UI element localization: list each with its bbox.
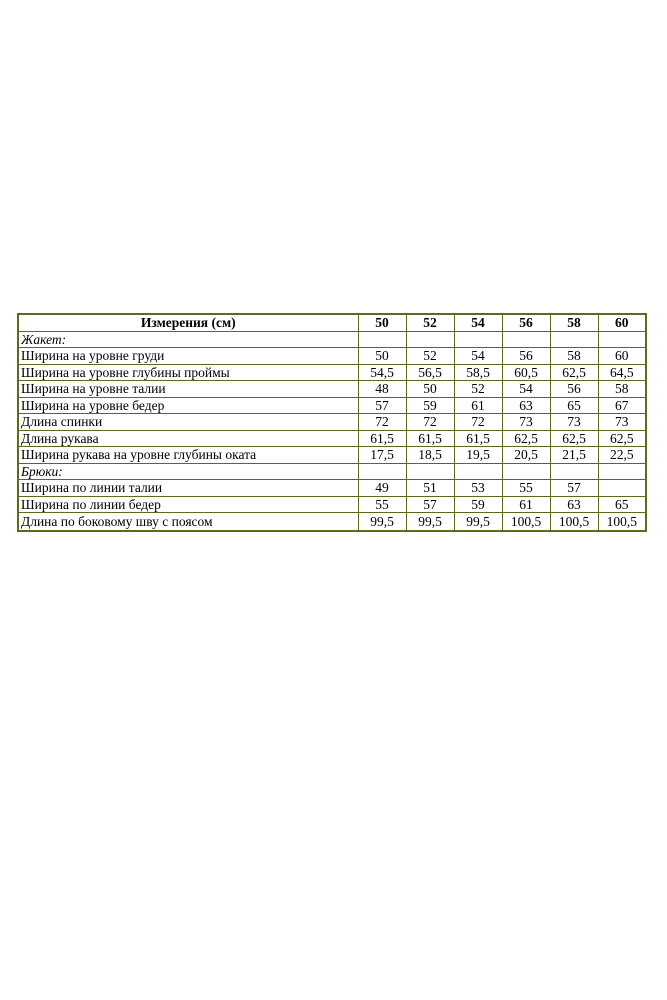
- cell-value: 64,5: [598, 364, 646, 381]
- cell-value: 57: [550, 480, 598, 497]
- row-label: Ширина на уровне глубины проймы: [18, 364, 358, 381]
- header-size: 58: [550, 314, 598, 331]
- cell-value: 56: [502, 348, 550, 365]
- cell-value: 55: [358, 496, 406, 513]
- cell-value: 72: [406, 414, 454, 431]
- row-label: Ширина рукава на уровне глубины оката: [18, 447, 358, 464]
- empty-cell: [598, 331, 646, 348]
- cell-value: 51: [406, 480, 454, 497]
- cell-value: 59: [454, 496, 502, 513]
- header-size: 54: [454, 314, 502, 331]
- cell-value: 61,5: [406, 430, 454, 447]
- cell-value: 100,5: [502, 513, 550, 532]
- cell-value: 62,5: [550, 364, 598, 381]
- cell-value: 62,5: [550, 430, 598, 447]
- cell-value: 49: [358, 480, 406, 497]
- cell-value: 22,5: [598, 447, 646, 464]
- table-row: [18, 381, 646, 398]
- table-row: [18, 513, 646, 532]
- cell-value: 54: [454, 348, 502, 365]
- cell-value: 61,5: [358, 430, 406, 447]
- row-label: Ширина на уровне груди: [18, 348, 358, 365]
- cell-value: 58,5: [454, 364, 502, 381]
- cell-value: 60: [598, 348, 646, 365]
- cell-value: 100,5: [598, 513, 646, 532]
- empty-cell: [502, 463, 550, 480]
- row-label: Длина спинки: [18, 414, 358, 431]
- cell-value: 53: [454, 480, 502, 497]
- empty-cell: [502, 331, 550, 348]
- cell-value: 60,5: [502, 364, 550, 381]
- empty-cell: [358, 463, 406, 480]
- cell-value: 58: [598, 381, 646, 398]
- table-row: [18, 414, 646, 431]
- row-label: Длина по боковому шву с поясом: [18, 513, 358, 532]
- table-row: [18, 447, 646, 464]
- cell-value: 73: [550, 414, 598, 431]
- cell-value: 100,5: [550, 513, 598, 532]
- header-size: 60: [598, 314, 646, 331]
- empty-cell: [454, 331, 502, 348]
- row-label: Ширина на уровне бедер: [18, 397, 358, 414]
- cell-value: 50: [406, 381, 454, 398]
- header-label: Измерения (см): [18, 314, 358, 331]
- table-row: [18, 348, 646, 365]
- empty-cell: [406, 463, 454, 480]
- cell-value: 62,5: [598, 430, 646, 447]
- section-row-trousers: [18, 463, 646, 480]
- cell-value: 21,5: [550, 447, 598, 464]
- empty-cell: [358, 331, 406, 348]
- row-label: Ширина по линии бедер: [18, 496, 358, 513]
- section-title: Брюки:: [18, 463, 358, 480]
- empty-cell: [550, 331, 598, 348]
- cell-value: 73: [598, 414, 646, 431]
- cell-value: 54: [502, 381, 550, 398]
- table-row: [18, 496, 646, 513]
- cell-value: 61: [502, 496, 550, 513]
- cell-value: 65: [550, 397, 598, 414]
- cell-value: [598, 480, 646, 497]
- header-size: 56: [502, 314, 550, 331]
- empty-cell: [598, 463, 646, 480]
- cell-value: 56: [550, 381, 598, 398]
- cell-value: 72: [358, 414, 406, 431]
- cell-value: 59: [406, 397, 454, 414]
- cell-value: 52: [454, 381, 502, 398]
- row-label: Длина рукава: [18, 430, 358, 447]
- header-row: [18, 314, 646, 331]
- header-size: 52: [406, 314, 454, 331]
- cell-value: 61: [454, 397, 502, 414]
- table-row: [18, 480, 646, 497]
- empty-cell: [550, 463, 598, 480]
- table-row: [18, 430, 646, 447]
- section-title: Жакет:: [18, 331, 358, 348]
- cell-value: 20,5: [502, 447, 550, 464]
- cell-value: 72: [454, 414, 502, 431]
- cell-value: 50: [358, 348, 406, 365]
- cell-value: 54,5: [358, 364, 406, 381]
- cell-value: 57: [358, 397, 406, 414]
- cell-value: 48: [358, 381, 406, 398]
- table-row: [18, 364, 646, 381]
- cell-value: 55: [502, 480, 550, 497]
- empty-cell: [454, 463, 502, 480]
- cell-value: 57: [406, 496, 454, 513]
- header-size: 50: [358, 314, 406, 331]
- size-table: [17, 313, 647, 532]
- cell-value: 65: [598, 496, 646, 513]
- cell-value: 17,5: [358, 447, 406, 464]
- cell-value: 52: [406, 348, 454, 365]
- cell-value: 73: [502, 414, 550, 431]
- cell-value: 63: [550, 496, 598, 513]
- section-row-jacket: [18, 331, 646, 348]
- cell-value: 56,5: [406, 364, 454, 381]
- empty-cell: [406, 331, 454, 348]
- row-label: Ширина на уровне талии: [18, 381, 358, 398]
- row-label: Ширина по линии талии: [18, 480, 358, 497]
- cell-value: 58: [550, 348, 598, 365]
- cell-value: 99,5: [406, 513, 454, 532]
- cell-value: 99,5: [454, 513, 502, 532]
- cell-value: 67: [598, 397, 646, 414]
- cell-value: 61,5: [454, 430, 502, 447]
- cell-value: 99,5: [358, 513, 406, 532]
- cell-value: 62,5: [502, 430, 550, 447]
- cell-value: 19,5: [454, 447, 502, 464]
- cell-value: 63: [502, 397, 550, 414]
- cell-value: 18,5: [406, 447, 454, 464]
- table-row: [18, 397, 646, 414]
